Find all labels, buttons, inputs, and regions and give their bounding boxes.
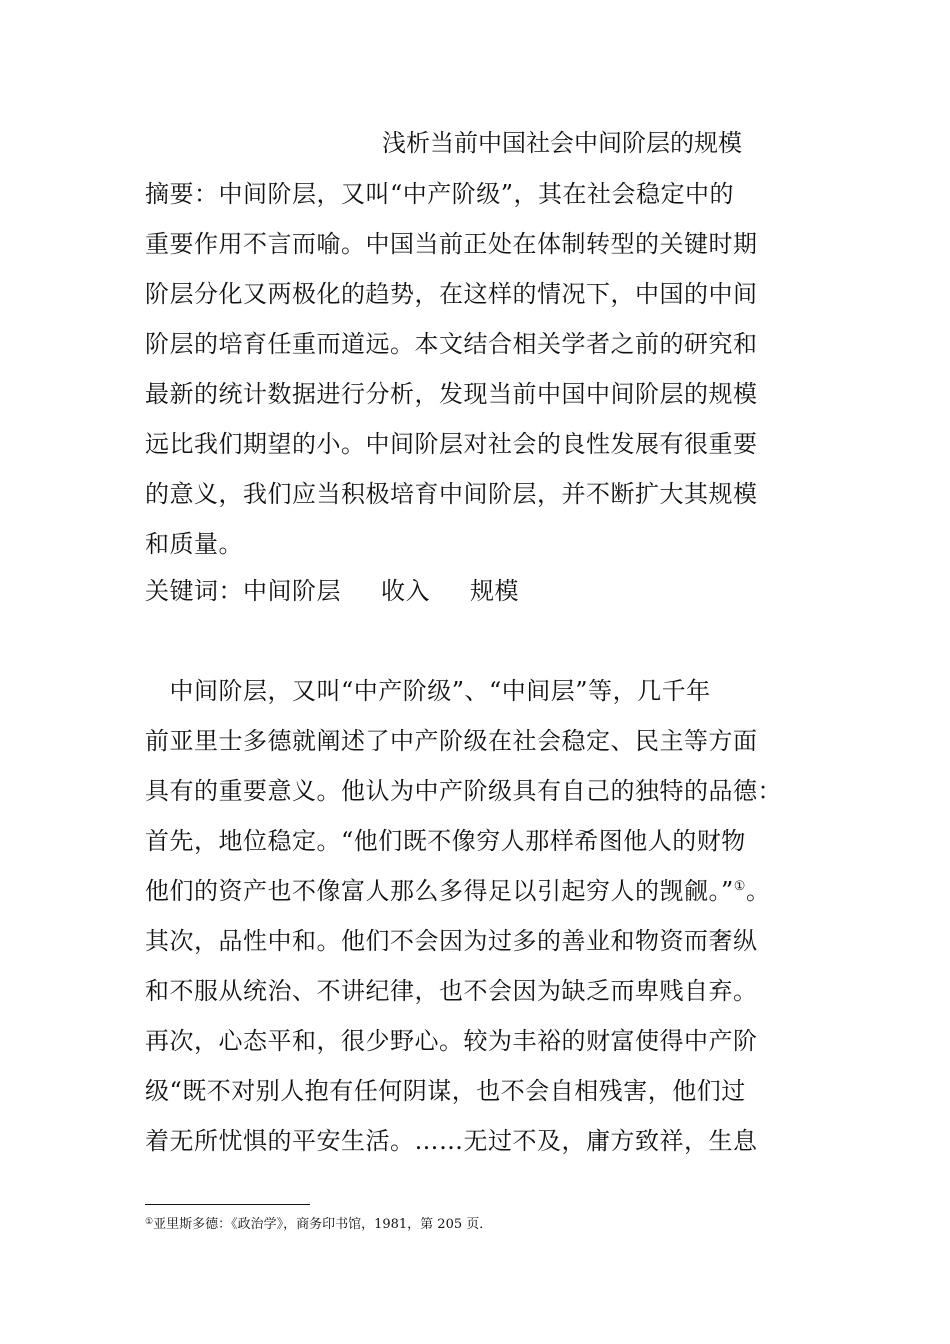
footnote xyxy=(145,1212,492,1235)
body-line-tail: 。 xyxy=(745,877,771,905)
footnote-text: 亚里斯多德：《政治学》，商务印书馆，1981，第 205 页． xyxy=(153,1217,493,1232)
abstract-line: 最新的统计数据进行分析，发现当前中国中间阶层的规模 xyxy=(145,380,758,408)
abstract-line: 阶层分化又两极化的趋势，在这样的情况下，中国的中间 xyxy=(145,280,758,308)
keyword: 收入 xyxy=(381,577,430,605)
abstract-line: 的意义，我们应当积极培育中间阶层，并不断扩大其规模 xyxy=(145,480,758,508)
body-line: 再次，心态平和，很少野心。较为丰裕的财富使得中产阶 xyxy=(145,1027,758,1055)
body-line: 着无所忧惧的平安生活。……无过不及，庸方致祥，生息 xyxy=(145,1127,758,1155)
body-line: 前亚里士多德就阐述了中产阶级在社会稳定、民主等方面 xyxy=(145,727,758,755)
keywords-label: 关键词： xyxy=(145,577,243,605)
body-line: 具有的重要意义。他认为中产阶级具有自己的独特的品德： xyxy=(145,777,782,805)
footnote-marker: ① xyxy=(145,1217,154,1227)
footnote-reference: ① xyxy=(733,879,746,894)
keyword: 规模 xyxy=(470,577,519,605)
abstract-line: 远比我们期望的小。中间阶层对社会的良性发展有很重要 xyxy=(145,430,758,458)
body-line: 中间阶层，又叫“中产阶级”、“中间层”等，几千年 xyxy=(145,677,711,705)
page-title: 浅析当前中国社会中间阶层的规模 xyxy=(382,129,742,157)
body-line: 级“既不对别人抱有任何阴谋，也不会自相残害，他们过 xyxy=(145,1077,746,1105)
keyword: 中间阶层 xyxy=(243,577,341,605)
body-line-text: 他们的资产也不像富人那么多得足以引起穷人的觊觎。” xyxy=(145,877,734,905)
abstract-line: 摘要：中间阶层，又叫“中产阶级”，其在社会稳定中的 xyxy=(145,180,735,208)
body-line: 其次，品性中和。他们不会因为过多的善业和物资而奢纵 xyxy=(145,927,758,955)
abstract-line: 和质量。 xyxy=(145,530,243,558)
body-line: 和不服从统治、不讲纪律，也不会因为缺乏而卑贱自弃。 xyxy=(145,977,758,1005)
footnote-divider xyxy=(145,1204,310,1205)
abstract-line: 阶层的培育任重而道远。本文结合相关学者之前的研究和 xyxy=(145,330,758,358)
keywords-line xyxy=(145,572,519,610)
body-line: 首先，地位稳定。“他们既不像穷人那样希图他人的财物 xyxy=(145,827,746,855)
abstract-line: 重要作用不言而喻。中国当前正处在体制转型的关键时期 xyxy=(145,230,758,258)
body-line xyxy=(145,872,770,910)
